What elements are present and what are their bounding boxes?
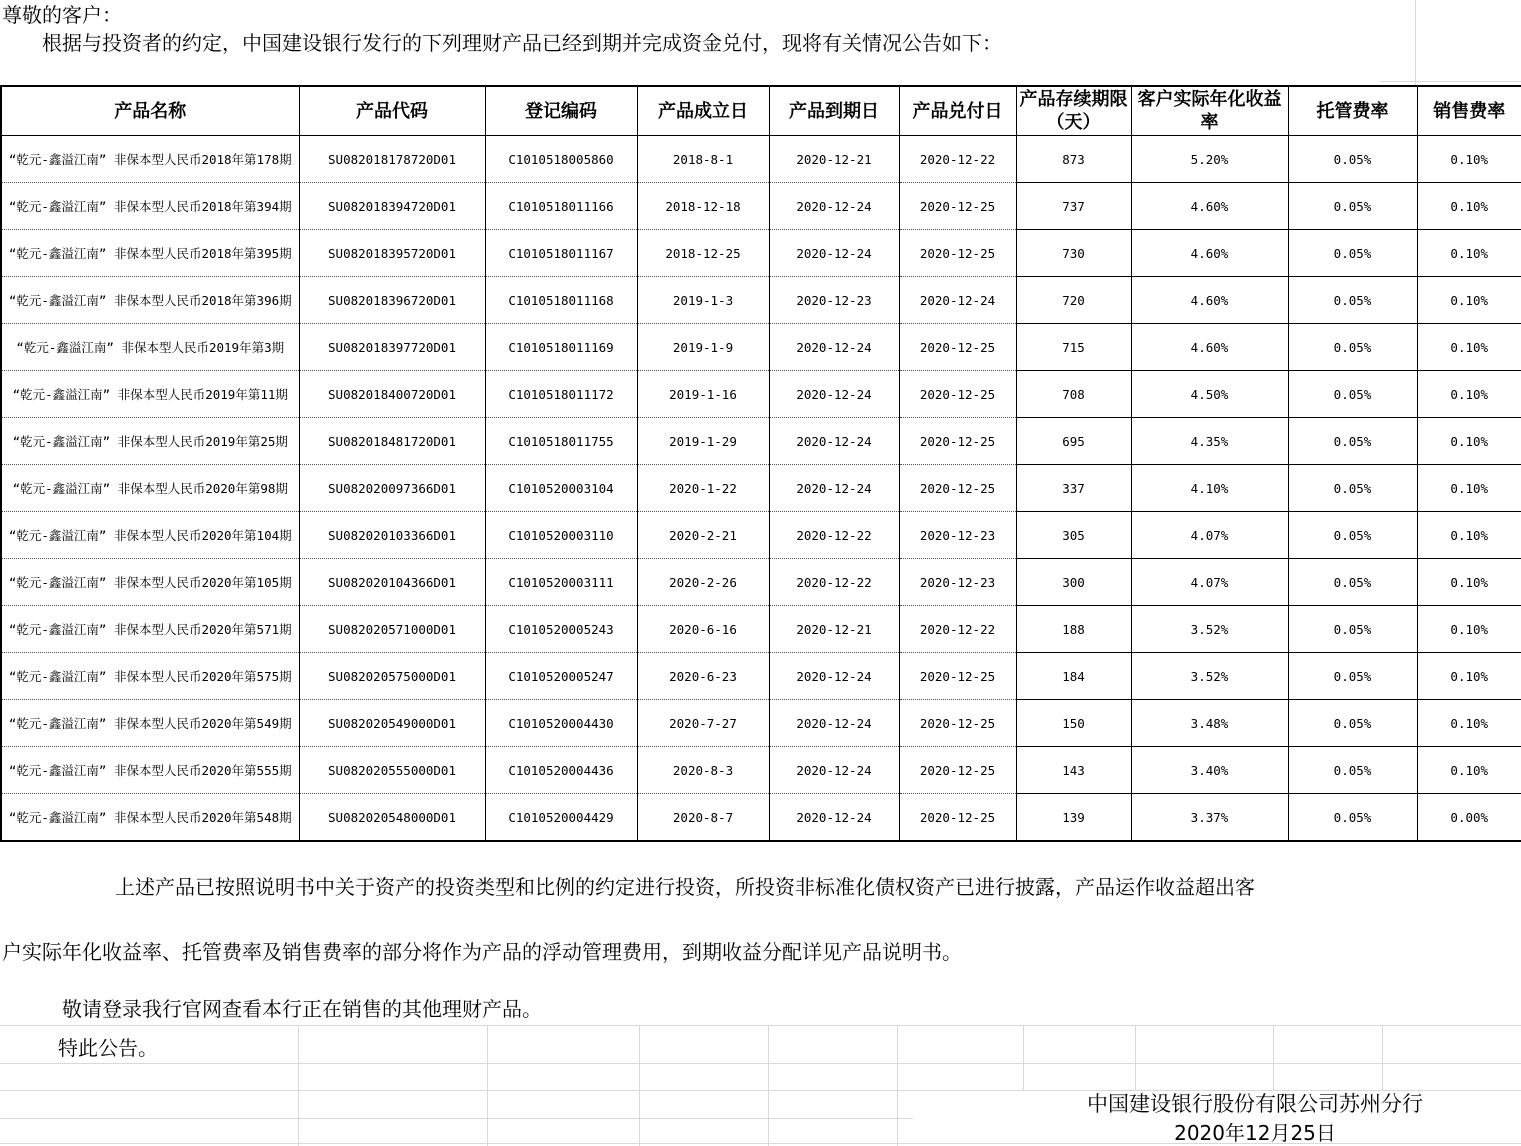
footer-paragraph-line-2: 户实际年化收益率、托管费率及销售费率的部分将作为产品的浮动管理费用，到期收益分配详见产品说明书。 xyxy=(2,940,962,964)
table-cell: 0.10% xyxy=(1417,465,1521,512)
table-cell: 2020-12-24 xyxy=(769,371,899,418)
table-cell: “乾元-鑫溢江南” 非保本型人民币2020年第105期 xyxy=(1,559,299,606)
table-cell: 0.10% xyxy=(1417,371,1521,418)
table-cell: 2020-12-22 xyxy=(769,512,899,559)
table-cell: 150 xyxy=(1016,700,1131,747)
table-cell: 3.52% xyxy=(1131,606,1288,653)
table-cell: 0.10% xyxy=(1417,606,1521,653)
table-cell: 4.07% xyxy=(1131,559,1288,606)
table-cell: 4.60% xyxy=(1131,230,1288,277)
table-cell: 2020-12-25 xyxy=(899,230,1016,277)
column-header: 产品名称 xyxy=(1,86,299,136)
table-cell: 2020-12-23 xyxy=(899,512,1016,559)
table-cell: “乾元-鑫溢江南” 非保本型人民币2018年第396期 xyxy=(1,277,299,324)
table-cell: 3.40% xyxy=(1131,747,1288,794)
table-cell: 139 xyxy=(1016,794,1131,842)
table-cell: 2020-12-22 xyxy=(899,606,1016,653)
table-cell: 873 xyxy=(1016,136,1131,183)
intro-text: 根据与投资者的约定，中国建设银行发行的下列理财产品已经到期并完成资金兑付，现将有关情况公告如下： xyxy=(42,31,1002,55)
table-cell: SU082018396720D01 xyxy=(299,277,485,324)
table-cell: 2020-12-25 xyxy=(899,324,1016,371)
table-row xyxy=(1,747,1521,794)
table-cell: 2020-12-25 xyxy=(899,794,1016,842)
table-cell: 0.05% xyxy=(1288,324,1417,371)
table-cell: 0.10% xyxy=(1417,512,1521,559)
table-cell: 2020-12-25 xyxy=(899,700,1016,747)
table-cell: 730 xyxy=(1016,230,1131,277)
table-cell: “乾元-鑫溢江南” 非保本型人民币2020年第104期 xyxy=(1,512,299,559)
table-row xyxy=(1,136,1521,183)
table-cell: 3.52% xyxy=(1131,653,1288,700)
table-row xyxy=(1,277,1521,324)
table-cell: 715 xyxy=(1016,324,1131,371)
table-cell: “乾元-鑫溢江南” 非保本型人民币2020年第98期 xyxy=(1,465,299,512)
table-cell: 2020-12-24 xyxy=(769,183,899,230)
table-cell: C1010518011169 xyxy=(485,324,637,371)
table-cell: SU082020097366D01 xyxy=(299,465,485,512)
table-cell: 300 xyxy=(1016,559,1131,606)
table-cell: “乾元-鑫溢江南” 非保本型人民币2018年第394期 xyxy=(1,183,299,230)
table-cell: 0.00% xyxy=(1417,794,1521,842)
column-header: 托管费率 xyxy=(1288,86,1417,136)
column-header: 登记编码 xyxy=(485,86,637,136)
table-cell: “乾元-鑫溢江南” 非保本型人民币2020年第549期 xyxy=(1,700,299,747)
table-cell: SU082018481720D01 xyxy=(299,418,485,465)
table-cell: 188 xyxy=(1016,606,1131,653)
table-cell: C1010518011166 xyxy=(485,183,637,230)
table-cell: 0.05% xyxy=(1288,794,1417,842)
column-header: 产品存续期限（天） xyxy=(1016,86,1131,136)
table-cell: C1010518011172 xyxy=(485,371,637,418)
table-cell: 2018-12-18 xyxy=(637,183,769,230)
table-cell: C1010520003110 xyxy=(485,512,637,559)
table-cell: 2018-8-1 xyxy=(637,136,769,183)
table-cell: 2020-12-25 xyxy=(899,183,1016,230)
footer-paragraph-line-1: 上述产品已按照说明书中关于资产的投资类型和比例的约定进行投资，所投资非标准化债权资产已进行披露，产品运作收益超出客 xyxy=(115,875,1255,899)
column-header: 销售费率 xyxy=(1417,86,1521,136)
table-cell: SU082020555000D01 xyxy=(299,747,485,794)
table-cell: 2020-12-24 xyxy=(769,747,899,794)
table-cell: 2019-1-29 xyxy=(637,418,769,465)
table-cell: 0.10% xyxy=(1417,653,1521,700)
table-cell: C1010520005247 xyxy=(485,653,637,700)
table-row xyxy=(1,794,1521,842)
table-cell: 0.05% xyxy=(1288,183,1417,230)
table-row xyxy=(1,371,1521,418)
table-row xyxy=(1,606,1521,653)
table-cell: C1010520005243 xyxy=(485,606,637,653)
table-cell: “乾元-鑫溢江南” 非保本型人民币2020年第575期 xyxy=(1,653,299,700)
table-cell: 305 xyxy=(1016,512,1131,559)
table-cell: 2020-2-26 xyxy=(637,559,769,606)
table-cell: 0.05% xyxy=(1288,559,1417,606)
table-row xyxy=(1,324,1521,371)
table-cell: 0.05% xyxy=(1288,230,1417,277)
table-cell: 0.05% xyxy=(1288,418,1417,465)
table-cell: SU082020103366D01 xyxy=(299,512,485,559)
table-cell: 0.05% xyxy=(1288,747,1417,794)
table-cell: C1010518011167 xyxy=(485,230,637,277)
table-cell: 0.10% xyxy=(1417,559,1521,606)
table-cell: 184 xyxy=(1016,653,1131,700)
table-row xyxy=(1,183,1521,230)
table-cell: 2020-6-16 xyxy=(637,606,769,653)
table-cell: 143 xyxy=(1016,747,1131,794)
salutation-text: 尊敬的客户： xyxy=(2,3,122,27)
table-cell: 4.07% xyxy=(1131,512,1288,559)
table-cell: “乾元-鑫溢江南” 非保本型人民币2019年第25期 xyxy=(1,418,299,465)
footer-invitation-text: 敬请登录我行官网查看本行正在销售的其他理财产品。 xyxy=(62,997,542,1021)
table-row xyxy=(1,512,1521,559)
table-cell: 2020-12-24 xyxy=(769,700,899,747)
table-cell: 0.05% xyxy=(1288,465,1417,512)
table-cell: 337 xyxy=(1016,465,1131,512)
table-cell: 0.05% xyxy=(1288,700,1417,747)
table-cell: 0.10% xyxy=(1417,418,1521,465)
table-cell: 2020-12-24 xyxy=(769,465,899,512)
table-cell: 0.10% xyxy=(1417,277,1521,324)
table-cell: 2020-12-23 xyxy=(899,559,1016,606)
table-cell: 0.05% xyxy=(1288,512,1417,559)
table-cell: 2019-1-3 xyxy=(637,277,769,324)
table-cell: 0.10% xyxy=(1417,230,1521,277)
table-cell: 2020-12-23 xyxy=(769,277,899,324)
table-cell: 2020-12-25 xyxy=(899,653,1016,700)
table-row xyxy=(1,700,1521,747)
table-cell: 2020-1-22 xyxy=(637,465,769,512)
table-cell: 5.20% xyxy=(1131,136,1288,183)
table-cell: C1010520004436 xyxy=(485,747,637,794)
table-cell: C1010520004430 xyxy=(485,700,637,747)
table-row xyxy=(1,465,1521,512)
table-cell: “乾元-鑫溢江南” 非保本型人民币2019年第3期 xyxy=(1,324,299,371)
table-cell: SU082020548000D01 xyxy=(299,794,485,842)
table-cell: 2020-12-24 xyxy=(769,653,899,700)
table-cell: SU082018395720D01 xyxy=(299,230,485,277)
table-cell: 0.10% xyxy=(1417,747,1521,794)
table-cell: C1010518011755 xyxy=(485,418,637,465)
table-cell: 2020-12-24 xyxy=(769,324,899,371)
table-cell: 2020-12-24 xyxy=(769,230,899,277)
table-cell: 4.35% xyxy=(1131,418,1288,465)
table-cell: C1010518005860 xyxy=(485,136,637,183)
table-cell: 2020-12-24 xyxy=(899,277,1016,324)
table-cell: SU082018397720D01 xyxy=(299,324,485,371)
table-cell: 4.10% xyxy=(1131,465,1288,512)
column-header: 产品代码 xyxy=(299,86,485,136)
announcement-date: 2020年12月25日 xyxy=(1174,1121,1336,1145)
table-cell: 708 xyxy=(1016,371,1131,418)
table-header-row xyxy=(1,86,1521,136)
table-cell: 2020-12-22 xyxy=(899,136,1016,183)
column-header: 产品到期日 xyxy=(769,86,899,136)
footer-notice-text: 特此公告。 xyxy=(58,1036,158,1060)
table-cell: “乾元-鑫溢江南” 非保本型人民币2020年第548期 xyxy=(1,794,299,842)
column-header: 产品兑付日 xyxy=(899,86,1016,136)
bank-signature: 中国建设银行股份有限公司苏州分行 xyxy=(1087,1092,1423,1116)
table-cell: “乾元-鑫溢江南” 非保本型人民币2018年第178期 xyxy=(1,136,299,183)
table-cell: 2020-12-25 xyxy=(899,371,1016,418)
table-cell: 2020-12-24 xyxy=(769,794,899,842)
products-table xyxy=(0,85,1521,842)
table-cell: 2020-8-7 xyxy=(637,794,769,842)
table-row xyxy=(1,418,1521,465)
table-cell: 0.05% xyxy=(1288,136,1417,183)
table-cell: 695 xyxy=(1016,418,1131,465)
table-cell: 2020-12-25 xyxy=(899,747,1016,794)
table-cell: 2020-12-22 xyxy=(769,559,899,606)
table-cell: 2020-12-25 xyxy=(899,418,1016,465)
table-cell: “乾元-鑫溢江南” 非保本型人民币2019年第11期 xyxy=(1,371,299,418)
table-cell: 2020-12-24 xyxy=(769,418,899,465)
table-cell: 2020-12-21 xyxy=(769,606,899,653)
table-cell: 3.48% xyxy=(1131,700,1288,747)
table-cell: “乾元-鑫溢江南” 非保本型人民币2020年第555期 xyxy=(1,747,299,794)
table-cell: 2018-12-25 xyxy=(637,230,769,277)
table-cell: 0.10% xyxy=(1417,183,1521,230)
table-cell: 0.10% xyxy=(1417,324,1521,371)
table-cell: 2020-6-23 xyxy=(637,653,769,700)
table-row xyxy=(1,230,1521,277)
table-cell: 4.60% xyxy=(1131,277,1288,324)
table-cell: 0.05% xyxy=(1288,606,1417,653)
table-cell: SU082020575000D01 xyxy=(299,653,485,700)
table-cell: 2020-12-25 xyxy=(899,465,1016,512)
table-cell: 0.10% xyxy=(1417,136,1521,183)
table-cell: C1010520004429 xyxy=(485,794,637,842)
table-cell: 4.60% xyxy=(1131,324,1288,371)
table-cell: 0.05% xyxy=(1288,653,1417,700)
table-cell: 2020-7-27 xyxy=(637,700,769,747)
table-cell: SU082020549000D01 xyxy=(299,700,485,747)
table-cell: 0.05% xyxy=(1288,277,1417,324)
table-cell: SU082020104366D01 xyxy=(299,559,485,606)
table-row xyxy=(1,559,1521,606)
table-cell: SU082018400720D01 xyxy=(299,371,485,418)
table-cell: SU082020571000D01 xyxy=(299,606,485,653)
column-header: 产品成立日 xyxy=(637,86,769,136)
table-cell: 2020-12-21 xyxy=(769,136,899,183)
column-header: 客户实际年化收益率 xyxy=(1131,86,1288,136)
table-cell: 720 xyxy=(1016,277,1131,324)
table-cell: 2020-2-21 xyxy=(637,512,769,559)
table-cell: “乾元-鑫溢江南” 非保本型人民币2018年第395期 xyxy=(1,230,299,277)
table-cell: C1010520003104 xyxy=(485,465,637,512)
table-cell: 3.37% xyxy=(1131,794,1288,842)
table-cell: C1010518011168 xyxy=(485,277,637,324)
table-row xyxy=(1,653,1521,700)
table-cell: 2020-8-3 xyxy=(637,747,769,794)
table-cell: 2019-1-16 xyxy=(637,371,769,418)
table-cell: “乾元-鑫溢江南” 非保本型人民币2020年第571期 xyxy=(1,606,299,653)
table-cell: 737 xyxy=(1016,183,1131,230)
table-cell: 2019-1-9 xyxy=(637,324,769,371)
table-cell: SU082018394720D01 xyxy=(299,183,485,230)
table-cell: 0.10% xyxy=(1417,700,1521,747)
table-cell: 0.05% xyxy=(1288,371,1417,418)
table-cell: SU082018178720D01 xyxy=(299,136,485,183)
table-cell: 4.50% xyxy=(1131,371,1288,418)
table-cell: 4.60% xyxy=(1131,183,1288,230)
table-cell: C1010520003111 xyxy=(485,559,637,606)
